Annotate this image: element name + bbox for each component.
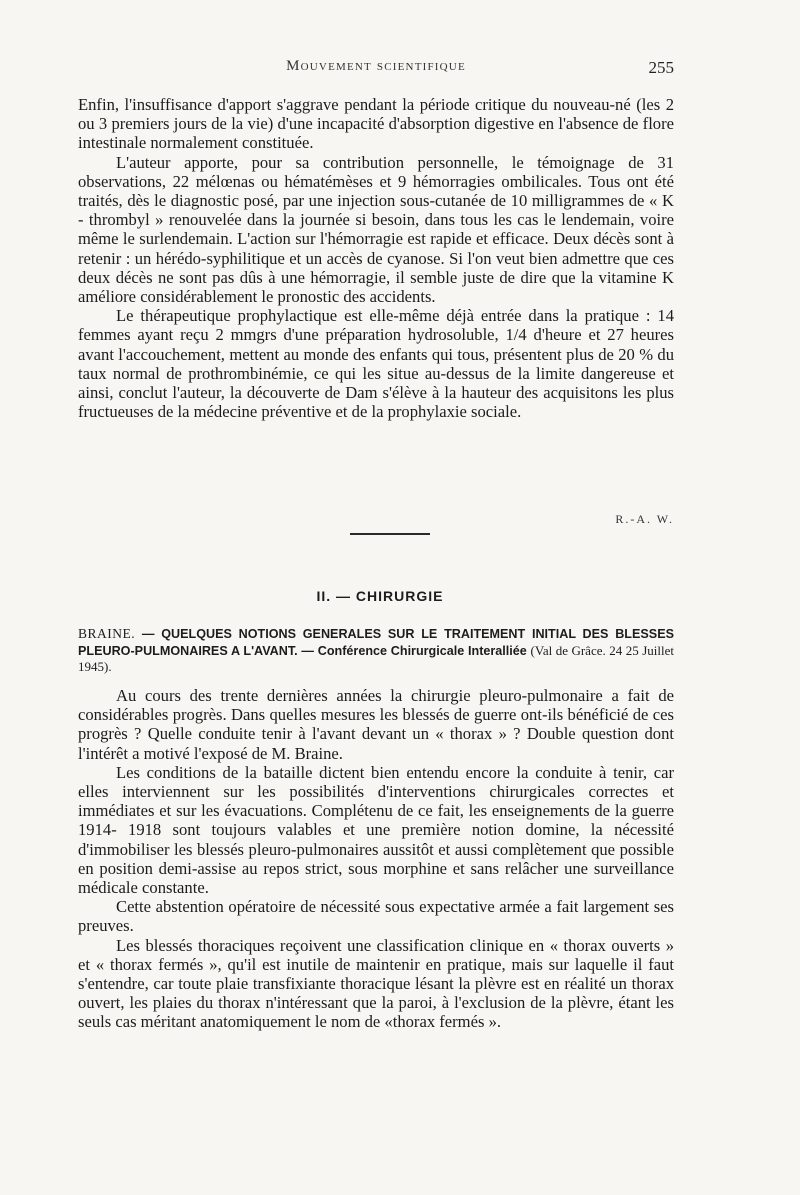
reference-title: — QUELQUES NOTIONS GENERALES SUR LE TRAITEMENT INITIAL DES BLESSES PLEURO-PULMONAIRES A L'AVANT. — Conférence Chirurgicale Interalliée xyxy=(78,627,674,658)
paragraph: Cette abstention opératoire de nécessité sous expectative armée a fait largement ses preuves. xyxy=(78,897,674,936)
paragraph: Les conditions de la bataille dictent bien entendu encore la conduite à tenir, car elles interviennent sur les possibilités d'interventions chirurgicales correctes et immédiates et sur les évacuations. Complétenu de ce fait, les enseignements de la guerre 1914- 1918 sont toujours valables et une première notion domine, la nécessité d'immobiliser les blessés pleuro-pulmonaires aussitôt et aussi complètement que possible en position demi-assise au repos strict, sous morphine et sans relâcher une surveillance médicale constante. xyxy=(78,762,674,898)
reference-venue: (Val de Grâce. 24 25 Juillet 1945). xyxy=(78,642,674,675)
section-divider xyxy=(350,533,430,535)
running-header xyxy=(78,58,674,82)
reference-author: BRAINE. xyxy=(78,626,136,641)
article-body xyxy=(78,686,674,1032)
paragraph: L'auteur apporte, pour sa contribution personnelle, le témoignage de 31 observations, 22 mélœnas ou hématémèses et 9 hémorragies ombilicales. Tous ont été traités, dès le diagnostic posé, par une injection sous-cutanée de 10 milligrammes de « K - thrombyl » renouvelée dans la journée si besoin, dans tous les cas le lendemain, voire même le surlendemain. L'action sur l'hémorragie est rapide et efficace. Deux décès sont à retenir : un hérédo-syphilitique et un accès de cyanose. Si l'on veut bien admettre que ces deux décès ne sont pas dûs à une hémorragie, il semble juste de dire que la vitamine K améliore considérablement le pronostic des accidents. xyxy=(78,152,674,307)
bibliographic-reference xyxy=(78,626,674,676)
paragraph: Au cours des trente dernières années la chirurgie pleuro-pulmonaire a fait de considérables progrès. Dans quelles mesures les blessés de guerre ont-ils bénéficié de ces progrès ? Quelle conduite tenir à l'avant devant un « thorax » ? Double question dont l'intérêt a motivé l'exposé de M. Braine. xyxy=(78,686,674,763)
section-heading: II. — CHIRURGIE xyxy=(316,588,444,604)
running-title: Mouvement scientifique xyxy=(286,58,466,74)
paragraph: Les blessés thoraciques reçoivent une classification clinique en « thorax ouverts » et « thorax fermés », qu'il est inutile de maintenir en pratique, mais sur laquelle il faut s'entendre, car toute plaie transfixiante thoracique lésant la plèvre est en réalité un thorax ouvert, les plaies du thorax n'intéressant que la paroi, à l'exclusion de la plèvre, étant les seuls cas méritant anatomiquement le nom de «thorax fermés ». xyxy=(78,935,674,1032)
page-number: 255 xyxy=(648,58,674,77)
author-initials: R.-A. W. xyxy=(615,512,674,526)
article-continuation xyxy=(78,95,674,421)
paragraph: Enfin, l'insuffisance d'apport s'aggrave pendant la période critique du nouveau-né (les 2 ou 3 premiers jours de la vie) d'une incapacité d'absorption digestive en l'absence de flore intestinale normalement constituée. xyxy=(78,95,674,153)
paragraph: Le thérapeutique prophylactique est elle-même déjà entrée dans la pratique : 14 femmes ayant reçu 2 mmgrs d'une préparation hydrosoluble, 1/4 d'heure et 27 heures avant l'accouchement, mettent au monde des enfants qui tous, présentent plus de 20 % du taux normal de prothrombinémie, ce qui les situe au-dessus de la limite dangereuse et ainsi, conclut l'auteur, la découverte de Dam s'élève à la hauteur des acquisitons les plus fructueuses de la médecine préventive et de la prophylaxie sociale. xyxy=(78,306,674,422)
